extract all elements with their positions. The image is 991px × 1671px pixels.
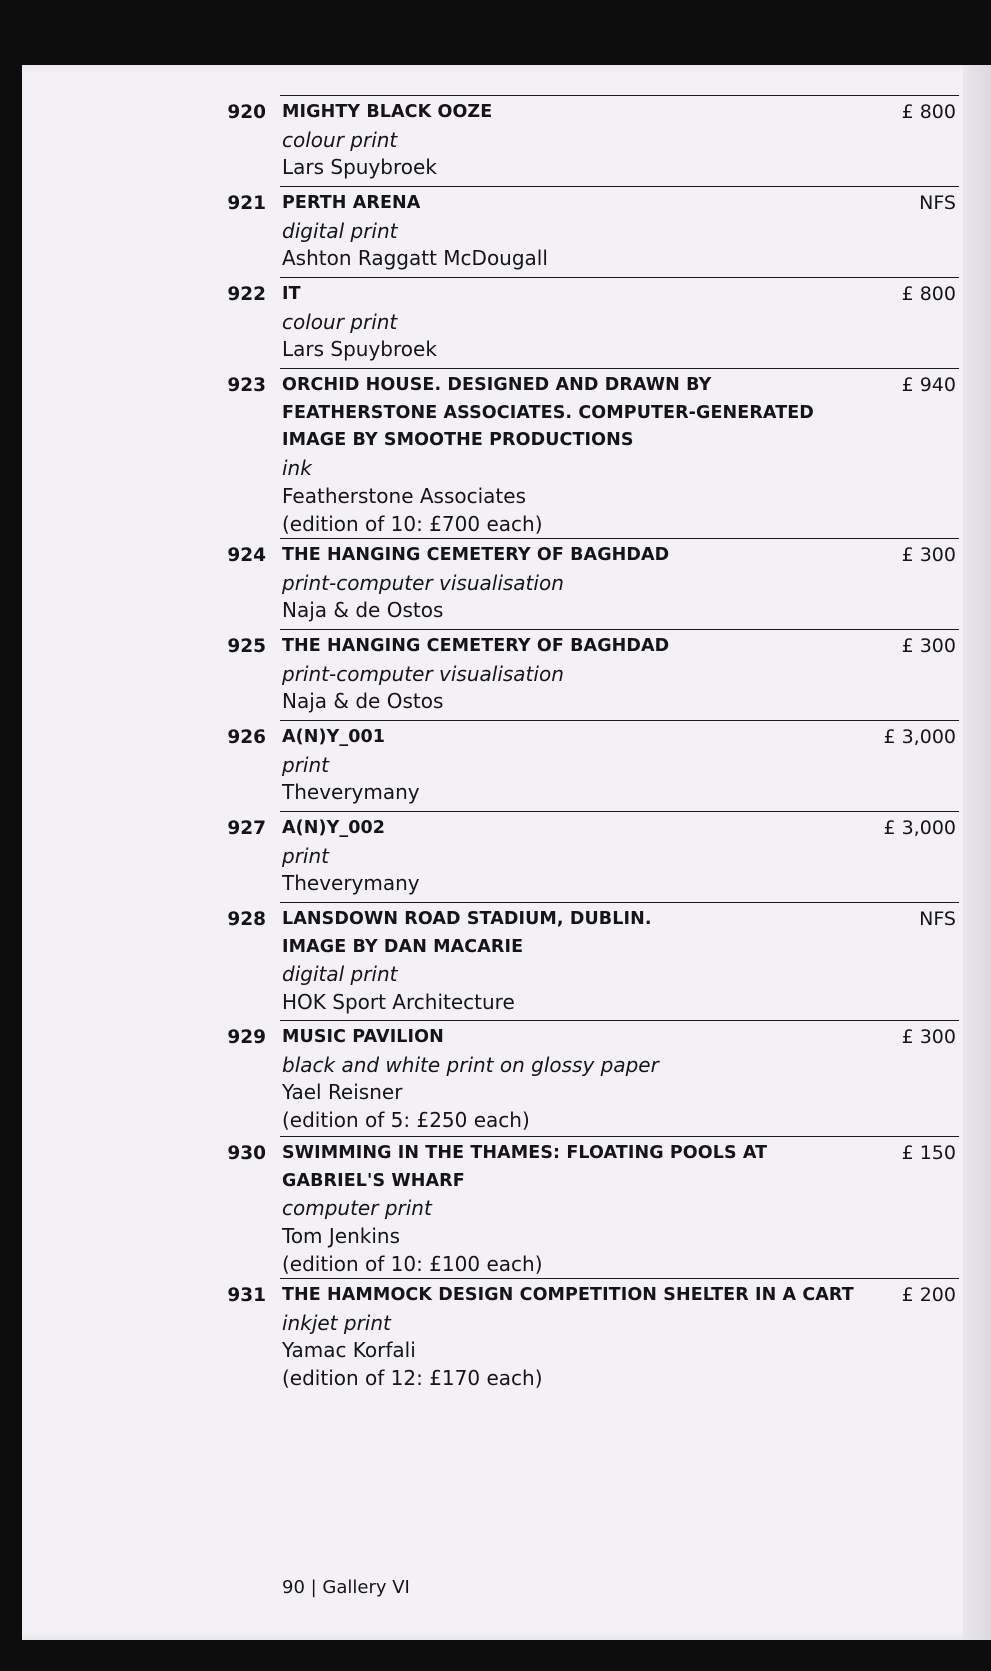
entry-medium: colour print xyxy=(282,309,398,334)
entry-number: 923 xyxy=(227,375,266,396)
entry-details xyxy=(282,1024,842,1135)
entry-price: £ 300 xyxy=(901,635,956,657)
entry-artist: Naja & de Ostos xyxy=(282,689,444,714)
entry-title: SWIMMING IN THE THAMES: FLOATING POOLS AT xyxy=(282,1143,768,1163)
entry-details xyxy=(282,190,842,273)
entry-title: THE HANGING CEMETERY OF BAGHDAD xyxy=(282,636,670,656)
entry-medium: print xyxy=(282,843,329,868)
entry-number: 920 xyxy=(227,102,266,123)
entry-medium: digital print xyxy=(282,218,398,243)
entry-artist: Yael Reisner xyxy=(282,1080,403,1105)
entry-number: 921 xyxy=(227,193,266,214)
entry-price: £ 150 xyxy=(901,1142,956,1164)
entry-details xyxy=(282,815,842,898)
entry-title: PERTH ARENA xyxy=(282,193,421,213)
entry-medium: ink xyxy=(282,456,312,481)
entry-divider xyxy=(280,629,959,630)
entry-medium: print-computer visualisation xyxy=(282,570,564,595)
entry-details xyxy=(282,633,842,716)
entry-medium: print-computer visualisation xyxy=(282,661,564,686)
entry-artist: Theverymany xyxy=(282,871,420,896)
entry-divider xyxy=(280,186,959,187)
entry-price: £ 3,000 xyxy=(883,726,956,748)
entry-medium: colour print xyxy=(282,127,398,152)
entry-number: 925 xyxy=(227,636,266,657)
entry-title: FEATHERSTONE ASSOCIATES. COMPUTER-GENERATED xyxy=(282,402,814,423)
entry-edition: (edition of 10: £700 each) xyxy=(282,511,543,536)
entry-number: 929 xyxy=(227,1027,266,1048)
entry-number: 926 xyxy=(227,727,266,748)
entry-artist: HOK Sport Architecture xyxy=(282,990,515,1015)
entry-title: IMAGE BY DAN MACARIE xyxy=(282,936,524,957)
entry-title: LANSDOWN ROAD STADIUM, DUBLIN. xyxy=(282,909,652,929)
entry-artist: Naja & de Ostos xyxy=(282,598,444,623)
entry-divider xyxy=(280,811,959,812)
entry-artist: Featherstone Associates xyxy=(282,483,526,508)
entry-price: £ 200 xyxy=(901,1284,956,1306)
entry-title: THE HANGING CEMETERY OF BAGHDAD xyxy=(282,545,670,565)
entry-artist: Yamac Korfali xyxy=(282,1338,416,1363)
entry-details xyxy=(282,542,842,625)
entry-artist: Tom Jenkins xyxy=(282,1224,401,1249)
entry-artist: Lars Spuybroek xyxy=(282,337,437,362)
entry-divider xyxy=(280,1278,959,1279)
entry-title: IT xyxy=(282,284,301,304)
entry-artist: Theverymany xyxy=(282,780,420,805)
entry-number: 930 xyxy=(227,1143,266,1164)
entry-divider xyxy=(280,368,959,369)
entry-number: 928 xyxy=(227,909,266,930)
entry-divider xyxy=(280,95,959,96)
entry-price: £ 300 xyxy=(901,544,956,566)
entry-title: A(N)Y_002 xyxy=(282,818,386,838)
entry-details xyxy=(282,281,842,364)
entry-title: MUSIC PAVILION xyxy=(282,1027,444,1047)
entry-divider xyxy=(280,902,959,903)
entry-divider xyxy=(280,1136,959,1137)
entry-medium: print xyxy=(282,752,329,777)
entry-medium: computer print xyxy=(282,1196,432,1221)
page-edge xyxy=(963,65,991,1640)
entry-title: GABRIEL'S WHARF xyxy=(282,1170,465,1191)
entry-details xyxy=(282,724,842,807)
entry-number: 927 xyxy=(227,818,266,839)
entry-medium: black and white print on glossy paper xyxy=(282,1052,659,1077)
entry-details xyxy=(282,1282,854,1393)
entry-artist: Lars Spuybroek xyxy=(282,155,437,180)
entry-price: £ 940 xyxy=(901,374,956,396)
entry-title: MIGHTY BLACK OOZE xyxy=(282,102,493,122)
entry-divider xyxy=(280,277,959,278)
entry-edition: (edition of 10: £100 each) xyxy=(282,1251,543,1276)
entry-details xyxy=(282,99,842,182)
page-footer: 90 | Gallery VI xyxy=(282,1577,410,1598)
entry-price: NFS xyxy=(919,908,956,930)
entry-price: NFS xyxy=(919,192,956,214)
entry-divider xyxy=(280,720,959,721)
entry-divider xyxy=(280,1020,959,1021)
entry-divider xyxy=(280,538,959,539)
entry-price: £ 300 xyxy=(901,1026,956,1048)
entry-details xyxy=(282,1140,842,1279)
entry-details xyxy=(282,906,842,1017)
entry-title: THE HAMMOCK DESIGN COMPETITION SHELTER IN A CART xyxy=(282,1285,854,1305)
entry-details xyxy=(282,372,842,538)
entry-price: £ 3,000 xyxy=(883,817,956,839)
catalogue-page xyxy=(22,65,991,1640)
entry-edition: (edition of 5: £250 each) xyxy=(282,1108,530,1133)
entry-title: IMAGE BY SMOOTHE PRODUCTIONS xyxy=(282,430,634,451)
entry-price: £ 800 xyxy=(901,101,956,123)
entry-medium: inkjet print xyxy=(282,1310,391,1335)
entry-number: 924 xyxy=(227,545,266,566)
entry-title: A(N)Y_001 xyxy=(282,727,386,747)
entry-title: ORCHID HOUSE. DESIGNED AND DRAWN BY xyxy=(282,375,712,395)
entry-price: £ 800 xyxy=(901,283,956,305)
entry-artist: Ashton Raggatt McDougall xyxy=(282,246,548,271)
entry-medium: digital print xyxy=(282,962,398,987)
entry-number: 931 xyxy=(227,1285,266,1306)
entry-number: 922 xyxy=(227,284,266,305)
entry-edition: (edition of 12: £170 each) xyxy=(282,1366,543,1391)
